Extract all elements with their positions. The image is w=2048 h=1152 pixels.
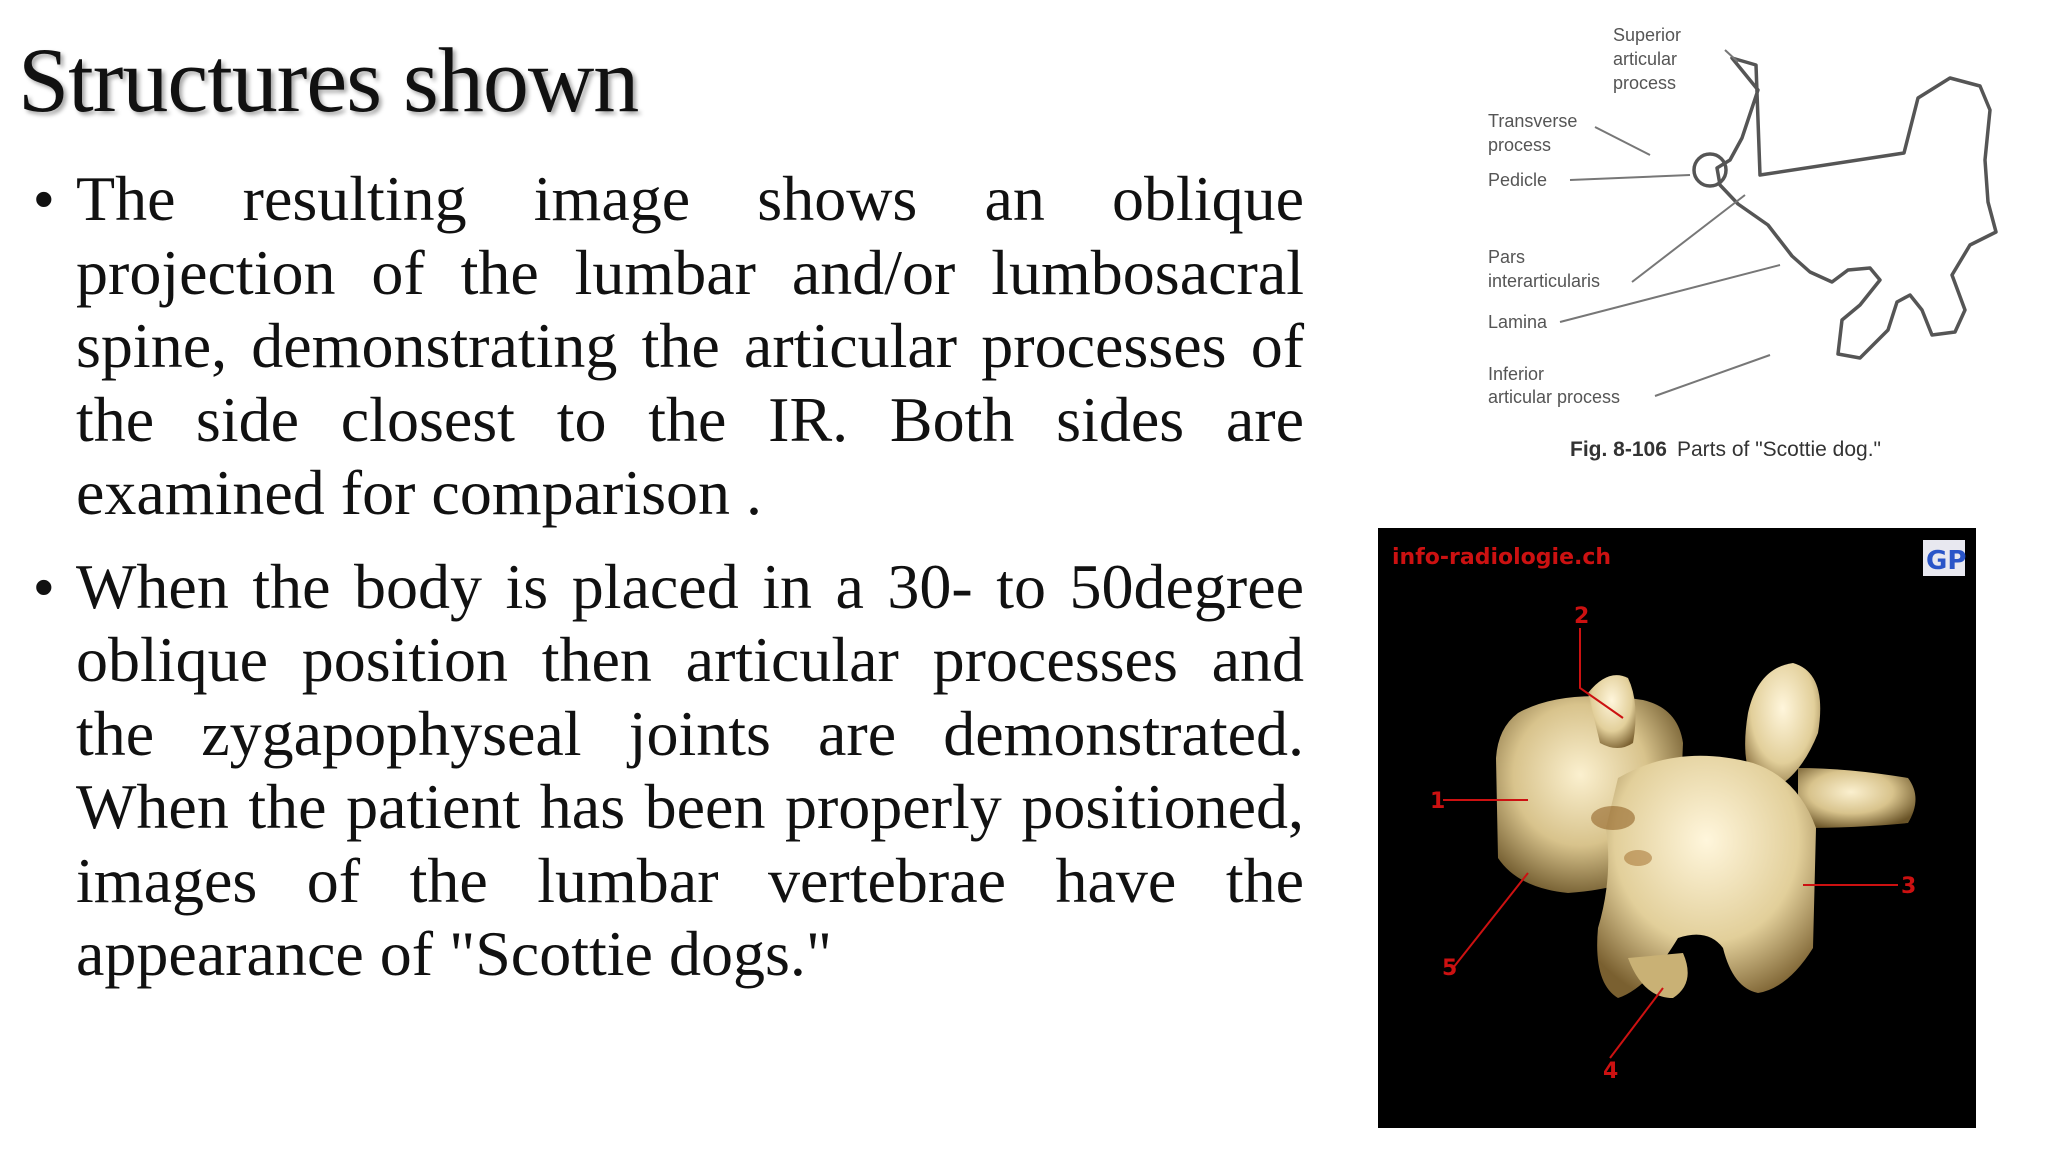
transverse-process	[1798, 768, 1916, 828]
diagram-label: articular process	[1488, 387, 1621, 407]
vertebra-3d-image	[1378, 528, 1976, 1128]
bullet-text: When the body is placed in a 30- to 50degree oblique position then articular processes and the zygapophyseal joints are demonstrated. When the patient has been properly positioned, images of the lumbar vertebrae have the appearance of "Scottie dogs."	[76, 550, 1304, 989]
logo-icon: GP	[1926, 546, 1967, 576]
diagram-label: Superior	[1613, 25, 1682, 45]
diagram-label: process	[1488, 135, 1552, 155]
diagram-label: process	[1613, 73, 1677, 93]
pedicle-eye	[1694, 154, 1726, 186]
marker-2: 2	[1574, 604, 1590, 629]
scottie-dog-outline	[1717, 58, 1996, 358]
inferior-articular-process	[1628, 953, 1688, 998]
leader-line	[1725, 50, 1738, 62]
vertebra-render	[1378, 528, 1976, 1128]
diagram-label: Inferior	[1488, 364, 1545, 384]
bullet-item	[34, 550, 1304, 991]
marker-5: 5	[1442, 956, 1458, 981]
diagram-label: Pedicle	[1488, 170, 1548, 190]
bullet-dot-icon: •	[34, 167, 54, 230]
slide-title: Structures shown	[18, 29, 639, 131]
diagram-label: Lamina	[1488, 312, 1548, 332]
figure-caption: Parts of "Scottie dog."	[1677, 438, 1882, 461]
scottie-dog-diagram	[1440, 10, 2040, 480]
watermark-text: info-radiologie.ch	[1392, 545, 1612, 570]
leader-line	[1595, 127, 1650, 155]
marker-1: 1	[1430, 789, 1446, 814]
diagram-label: articular	[1613, 49, 1678, 69]
shadow-accent	[1591, 806, 1635, 830]
bullet-dot-icon: •	[34, 554, 54, 618]
bullet-list	[34, 162, 1304, 1011]
diagram-label: Transverse	[1488, 111, 1578, 131]
figure-number: Fig. 8-106	[1570, 438, 1667, 461]
marker-3: 3	[1901, 874, 1917, 899]
leader-line	[1655, 355, 1770, 396]
leader-line	[1570, 175, 1690, 180]
leader-line	[1632, 195, 1745, 282]
diagram-label: Pars	[1488, 247, 1526, 267]
bullet-text: The resulting image shows an oblique projection of the lumbar and/or lumbosacral spine, demonstrating the articular processes of the side closest to the IR. Both sides are examined for comparison .	[76, 163, 1304, 528]
shadow-accent	[1624, 850, 1652, 866]
diagram-label: interarticularis	[1488, 271, 1601, 291]
scottie-dog-figure	[1440, 10, 2040, 480]
marker-4: 4	[1603, 1059, 1619, 1084]
bullet-item	[34, 162, 1304, 530]
